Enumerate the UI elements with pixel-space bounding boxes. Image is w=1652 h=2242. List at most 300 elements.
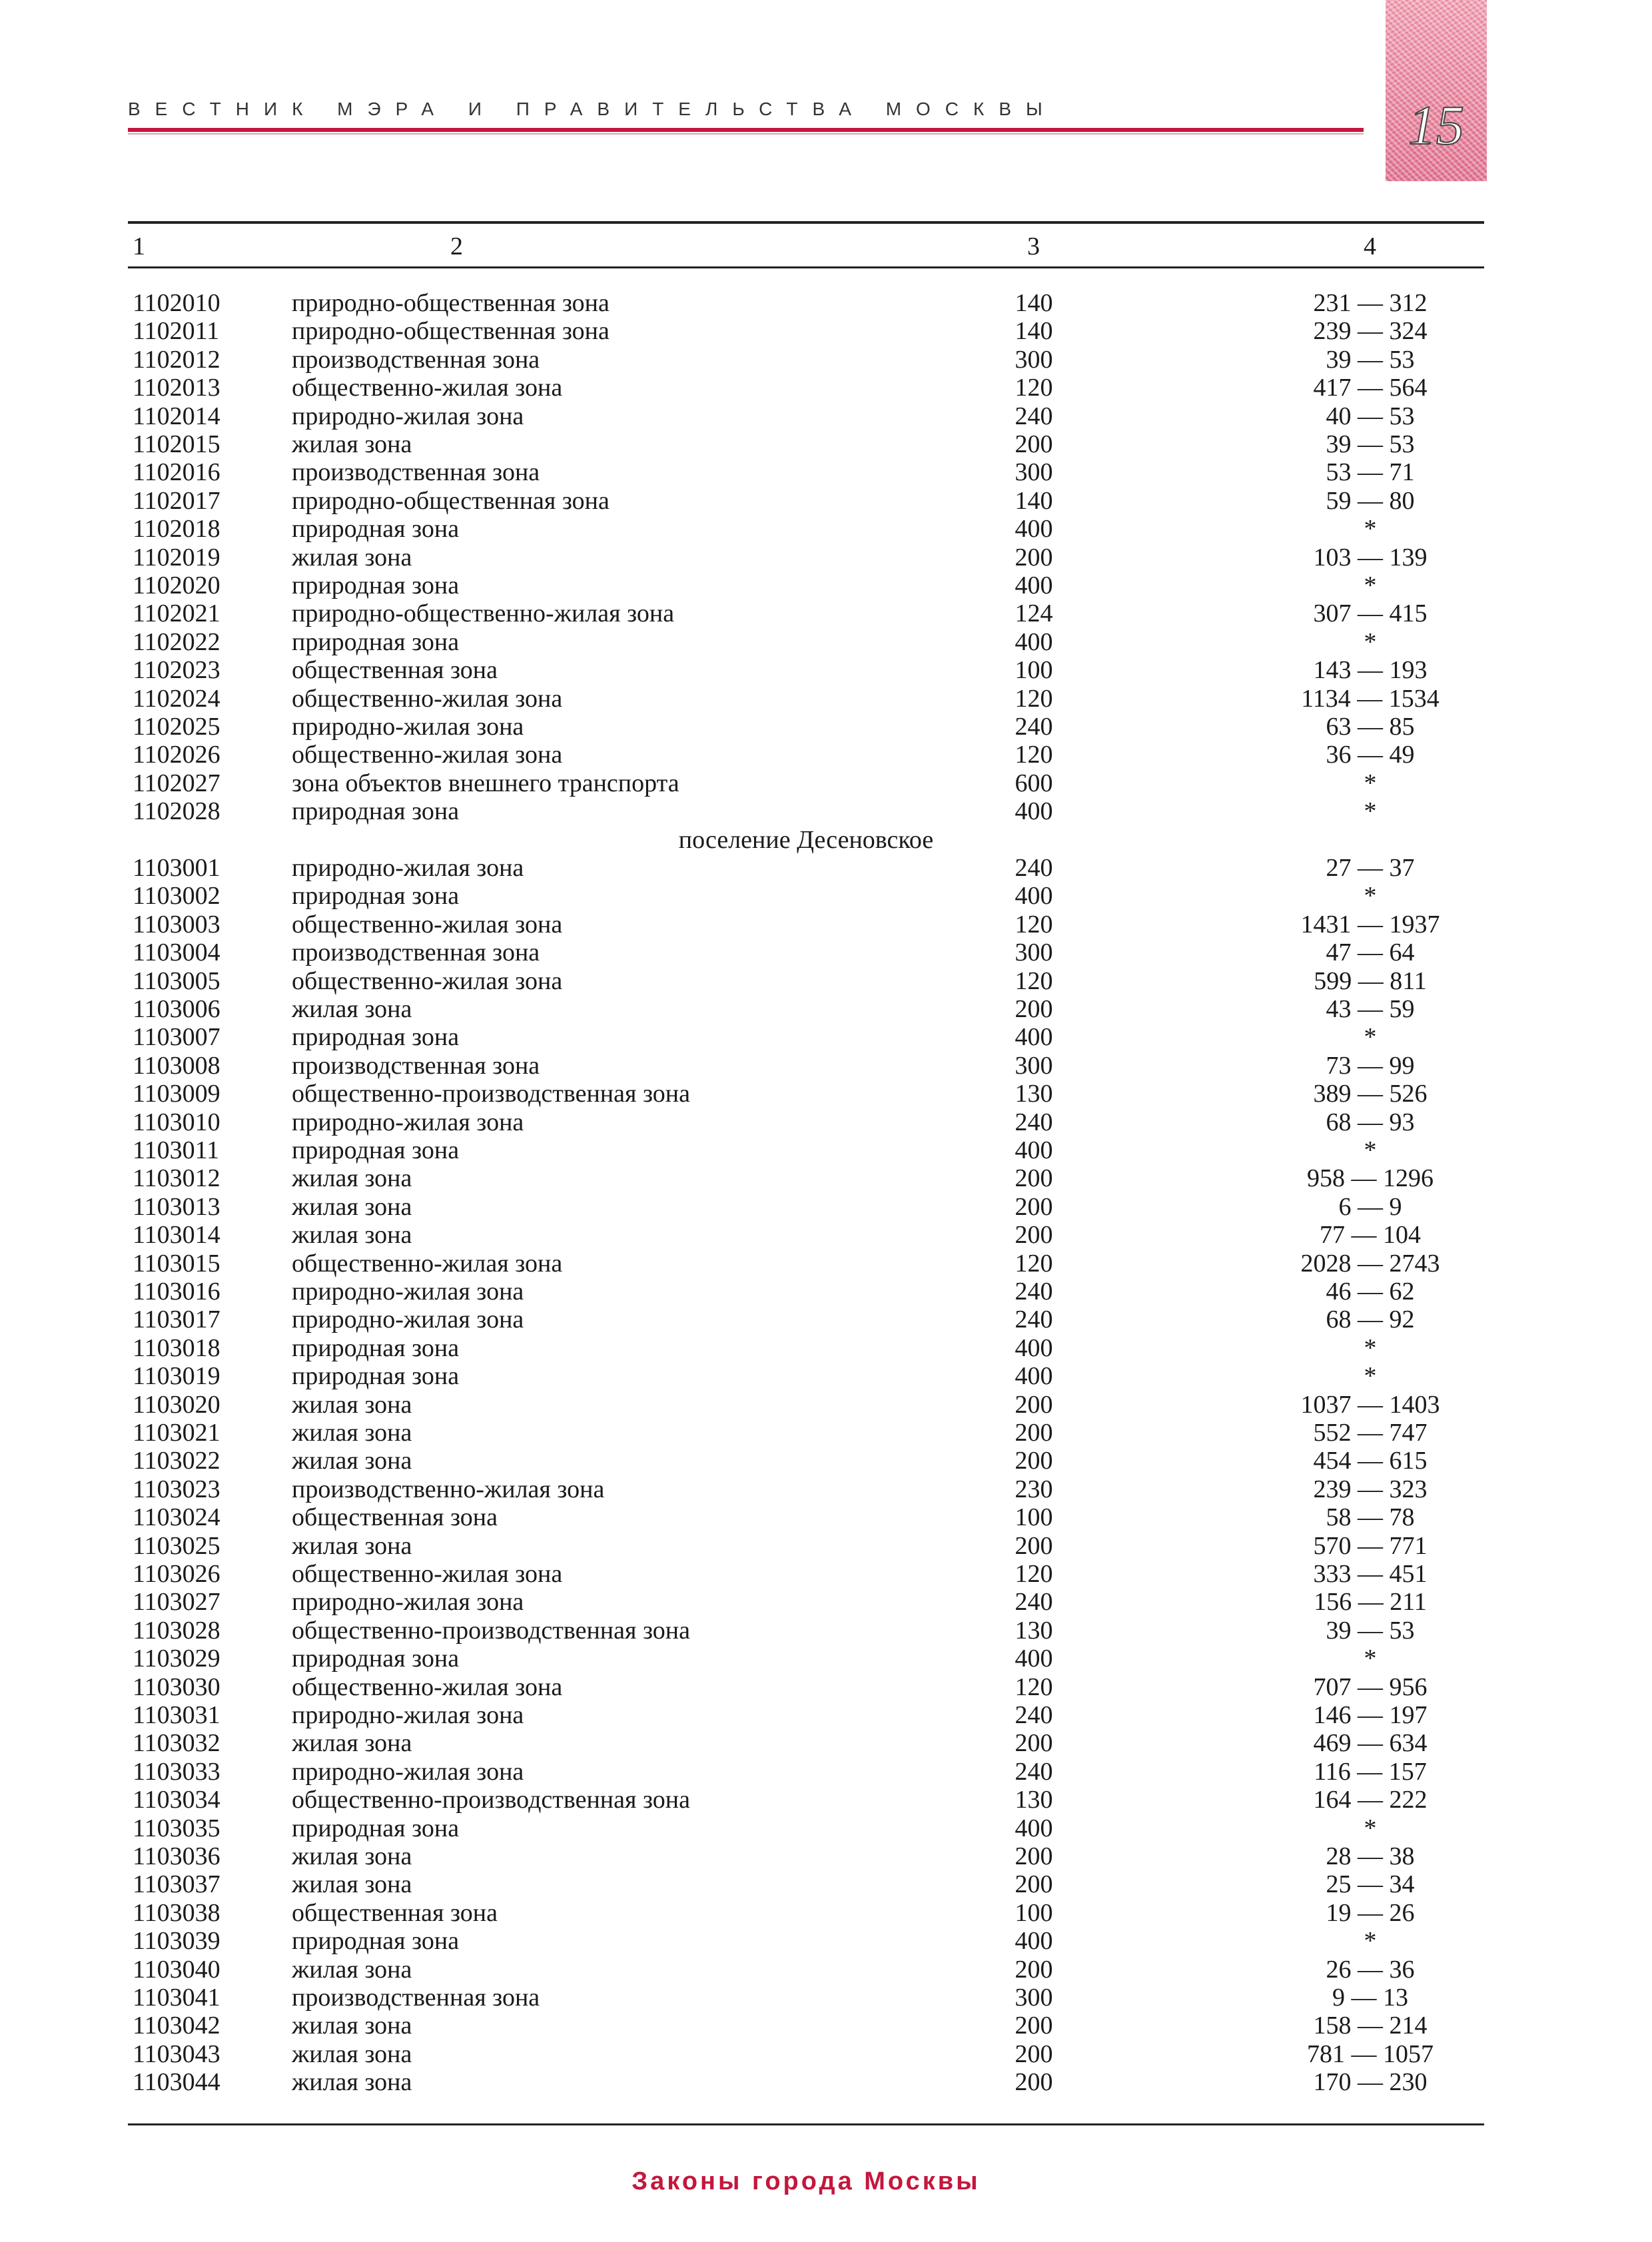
cell-value: 200 [1015,1221,1053,1250]
table-row [0,346,1652,374]
cell-value: 400 [1015,797,1053,826]
table-row [0,1899,1652,1927]
cell-range: 40 — 53 [1326,402,1415,430]
cell-code: 1103020 [133,1390,220,1419]
cell-range: * [1364,1362,1377,1391]
table-row [0,995,1652,1023]
cell-code: 1103016 [133,1278,220,1306]
cell-value: 400 [1015,627,1053,656]
cell-value: 240 [1015,1757,1053,1786]
cell-code: 1103041 [133,1984,220,2012]
cell-zone-type: жилая зона [292,1419,412,1447]
cell-range: * [1364,627,1377,656]
cell-zone-type: природно-жилая зона [292,1757,524,1786]
table-row [0,1250,1652,1278]
cell-value: 240 [1015,713,1053,741]
cell-value: 200 [1015,1447,1053,1475]
table-top-rule [128,221,1484,224]
table-row [0,1786,1652,1814]
cell-range: 156 — 211 [1314,1588,1427,1617]
table-row [0,289,1652,317]
cell-code: 1103030 [133,1673,220,1701]
cell-zone-type: жилая зона [292,430,412,458]
cell-zone-type: общественно-жилая зона [292,741,563,769]
table-row [0,1334,1652,1362]
table-row [0,1023,1652,1051]
cell-code: 1103029 [133,1645,220,1673]
cell-code: 1103005 [133,966,220,995]
cell-code: 1102019 [133,543,220,571]
cell-code: 1103031 [133,1701,220,1729]
cell-value: 120 [1015,1560,1053,1588]
cell-range: 469 — 634 [1313,1729,1428,1758]
cell-zone-type: производственная зона [292,938,540,967]
cell-value: 130 [1015,1616,1053,1645]
cell-code: 1102028 [133,797,220,826]
cell-value: 200 [1015,543,1053,571]
table-row [0,1956,1652,1984]
cell-value: 400 [1015,1814,1053,1842]
table-row [0,599,1652,627]
cell-zone-type: производственная зона [292,458,540,487]
cell-zone-type: жилая зона [292,2040,412,2068]
cell-zone-type: жилая зона [292,1870,412,1899]
table-row [0,1221,1652,1249]
cell-code: 1102017 [133,486,220,515]
table-row [0,1391,1652,1419]
cell-zone-type: общественно-жилая зона [292,910,563,938]
table-row [0,544,1652,571]
cell-value: 400 [1015,1136,1053,1164]
cell-zone-type: общественно-жилая зона [292,1249,563,1278]
cell-range: 570 — 771 [1313,1531,1428,1560]
cell-zone-type: природная зона [292,1645,460,1673]
cell-zone-type: жилая зона [292,1729,412,1758]
cell-value: 200 [1015,430,1053,458]
cell-code: 1103021 [133,1419,220,1447]
cell-value: 400 [1015,882,1053,911]
cell-zone-type: природная зона [292,1333,460,1362]
cell-range: 239 — 323 [1313,1475,1428,1503]
table-row [0,1588,1652,1616]
table-row [0,458,1652,486]
cell-zone-type: жилая зона [292,1192,412,1221]
table-row [0,769,1652,797]
cell-zone-type: жилая зона [292,1955,412,1984]
cell-range: 158 — 214 [1313,2012,1428,2040]
cell-range: 39 — 53 [1326,345,1415,374]
cell-range: 1134 — 1534 [1301,684,1440,713]
cell-range: 454 — 615 [1313,1447,1428,1475]
cell-value: 200 [1015,1192,1053,1221]
cell-zone-type: природная зона [292,797,460,826]
table-row [0,2068,1652,2096]
cell-zone-type: природно-жилая зона [292,1108,524,1136]
cell-code: 1103026 [133,1560,220,1588]
cell-range: 26 — 36 [1326,1955,1415,1984]
cell-code: 1102018 [133,515,220,544]
cell-zone-type: жилая зона [292,2068,412,2097]
table-row [0,1729,1652,1757]
cell-code: 1103012 [133,1164,220,1193]
cell-value: 240 [1015,1278,1053,1306]
cell-value: 300 [1015,458,1053,487]
cell-range: 6 — 9 [1338,1192,1402,1221]
cell-zone-type: природная зона [292,1362,460,1391]
cell-value: 130 [1015,1786,1053,1814]
table-row [0,967,1652,995]
cell-code: 1102027 [133,769,220,797]
cell-code: 1103011 [133,1136,220,1164]
cell-value: 100 [1015,656,1053,685]
cell-code: 1102010 [133,289,220,317]
cell-value: 120 [1015,684,1053,713]
column-header-2: 2 [450,232,463,260]
table-row [0,317,1652,345]
cell-zone-type: жилая зона [292,1390,412,1419]
cell-range: 63 — 85 [1326,713,1415,741]
cell-value: 200 [1015,1419,1053,1447]
cell-zone-type: природная зона [292,1023,460,1052]
cell-range: * [1364,1814,1377,1842]
cell-value: 400 [1015,1023,1053,1052]
cell-code: 1103025 [133,1531,220,1560]
column-header-3: 3 [1027,232,1040,260]
cell-code: 1103003 [133,910,220,938]
cell-value: 240 [1015,1588,1053,1617]
cell-value: 200 [1015,1842,1053,1870]
cell-range: 707 — 956 [1313,1673,1428,1701]
cell-value: 200 [1015,995,1053,1023]
footer-section-title: Законы города Москвы [631,2167,981,2195]
table-row [0,713,1652,741]
cell-code: 1103023 [133,1475,220,1503]
table-row [0,1193,1652,1221]
cell-value: 600 [1015,769,1053,797]
cell-range: 239 — 324 [1313,317,1428,346]
table-row [0,1164,1652,1192]
table-bottom-rule [128,2123,1484,2125]
cell-code: 1102011 [133,317,220,346]
cell-value: 120 [1015,374,1053,402]
cell-code: 1103004 [133,938,220,967]
cell-range: 77 — 104 [1320,1221,1421,1250]
cell-code: 1103009 [133,1080,220,1108]
cell-zone-type: общественная зона [292,656,498,685]
table-row [0,1136,1652,1164]
cell-value: 230 [1015,1475,1053,1503]
cell-value: 120 [1015,1673,1053,1701]
section-heading: поселение Десеновское [678,825,934,854]
header-rule-secondary [128,133,1364,135]
cell-code: 1102020 [133,571,220,599]
cell-range: 1037 — 1403 [1300,1390,1440,1419]
cell-range: * [1364,515,1377,544]
cell-code: 1102013 [133,374,220,402]
cell-zone-type: жилая зона [292,1447,412,1475]
table-row [0,882,1652,910]
cell-value: 140 [1015,486,1053,515]
cell-code: 1103008 [133,1051,220,1080]
cell-range: 68 — 92 [1326,1306,1415,1334]
cell-zone-type: общественная зона [292,1898,498,1927]
table-header-rule [128,266,1484,268]
cell-zone-type: производственная зона [292,345,540,374]
cell-zone-type: природная зона [292,882,460,911]
cell-value: 400 [1015,1645,1053,1673]
cell-value: 400 [1015,1333,1053,1362]
cell-range: 2028 — 2743 [1300,1249,1440,1278]
cell-zone-type: общественно-жилая зона [292,1560,563,1588]
cell-range: 53 — 71 [1326,458,1415,487]
cell-zone-type: жилая зона [292,1842,412,1870]
cell-value: 130 [1015,1080,1053,1108]
table-row [0,1984,1652,2012]
cell-value: 200 [1015,2040,1053,2068]
cell-value: 240 [1015,1108,1053,1136]
cell-range: 1431 — 1937 [1300,910,1440,938]
cell-zone-type: жилая зона [292,995,412,1023]
table-row [0,1278,1652,1306]
table-row [0,1927,1652,1955]
cell-code: 1103022 [133,1447,220,1475]
cell-code: 1103017 [133,1306,220,1334]
cell-code: 1103042 [133,2012,220,2040]
table-row [0,374,1652,402]
cell-range: 307 — 415 [1313,599,1428,628]
cell-code: 1103024 [133,1503,220,1532]
cell-value: 100 [1015,1503,1053,1532]
cell-value: 400 [1015,1362,1053,1391]
table-row [0,1080,1652,1108]
cell-zone-type: природно-жилая зона [292,402,524,430]
cell-range: 43 — 59 [1326,995,1415,1023]
cell-code: 1102016 [133,458,220,487]
cell-value: 300 [1015,345,1053,374]
cell-zone-type: природная зона [292,1927,460,1956]
table-row [0,1052,1652,1080]
cell-code: 1103007 [133,1023,220,1052]
cell-range: * [1364,797,1377,826]
cell-value: 120 [1015,1249,1053,1278]
cell-code: 1103036 [133,1842,220,1870]
cell-range: 73 — 99 [1326,1051,1415,1080]
cell-value: 200 [1015,1531,1053,1560]
cell-range: 146 — 197 [1313,1701,1428,1729]
cell-range: * [1364,571,1377,599]
table-row [0,430,1652,458]
table-row [0,1532,1652,1560]
cell-value: 200 [1015,2068,1053,2097]
cell-zone-type: общественно-жилая зона [292,1673,563,1701]
cell-code: 1103019 [133,1362,220,1391]
cell-range: 39 — 53 [1326,1616,1415,1645]
cell-value: 300 [1015,938,1053,967]
table-row [0,402,1652,430]
cell-code: 1103044 [133,2068,220,2097]
cell-range: * [1364,1645,1377,1673]
cell-code: 1103015 [133,1249,220,1278]
cell-code: 1103028 [133,1616,220,1645]
cell-code: 1103043 [133,2040,220,2068]
cell-range: 68 — 93 [1326,1108,1415,1136]
table-row [0,1447,1652,1475]
cell-range: 552 — 747 [1313,1419,1428,1447]
cell-zone-type: жилая зона [292,1221,412,1250]
cell-range: 47 — 64 [1326,938,1415,967]
cell-code: 1102024 [133,684,220,713]
cell-value: 240 [1015,854,1053,882]
cell-value: 140 [1015,317,1053,346]
cell-zone-type: общественно-жилая зона [292,374,563,402]
cell-zone-type: природно-общественно-жилая зона [292,599,675,628]
cell-value: 120 [1015,741,1053,769]
cell-code: 1103013 [133,1192,220,1221]
cell-value: 120 [1015,966,1053,995]
table-row [0,1475,1652,1503]
table-row [0,1419,1652,1447]
cell-zone-type: природная зона [292,571,460,599]
table-row [0,571,1652,599]
cell-zone-type: общественно-жилая зона [292,684,563,713]
cell-zone-type: общественно-производственная зона [292,1080,690,1108]
table-row [0,938,1652,966]
cell-range: * [1364,769,1377,797]
table-row [0,1701,1652,1729]
cell-zone-type: общественно-жилая зона [292,966,563,995]
table-row [0,2040,1652,2068]
cell-range: * [1364,1136,1377,1164]
cell-range: 9 — 13 [1332,1984,1408,2012]
cell-range: 28 — 38 [1326,1842,1415,1870]
table-row [0,1362,1652,1390]
cell-code: 1103032 [133,1729,220,1758]
table-row [0,685,1652,713]
cell-zone-type: природная зона [292,627,460,656]
cell-code: 1103002 [133,882,220,911]
column-header-4: 4 [1364,232,1376,260]
table-row [0,1503,1652,1531]
cell-range: 25 — 34 [1326,1870,1415,1899]
cell-range: 417 — 564 [1313,374,1428,402]
cell-value: 240 [1015,402,1053,430]
cell-code: 1102021 [133,599,220,628]
cell-range: 781 — 1057 [1307,2040,1434,2068]
table-row [0,797,1652,825]
cell-zone-type: производственная зона [292,1051,540,1080]
cell-zone-type: производственная зона [292,1984,540,2012]
cell-code: 1103034 [133,1786,220,1814]
table-row [0,1870,1652,1898]
cell-value: 124 [1015,599,1053,628]
cell-zone-type: жилая зона [292,1531,412,1560]
cell-range: 389 — 526 [1313,1080,1428,1108]
cell-zone-type: природная зона [292,515,460,544]
cell-range: 958 — 1296 [1307,1164,1434,1193]
cell-range: 46 — 62 [1326,1278,1415,1306]
cell-code: 1103010 [133,1108,220,1136]
cell-value: 200 [1015,1729,1053,1758]
table-row [0,1560,1652,1588]
cell-value: 200 [1015,1955,1053,1984]
cell-code: 1103035 [133,1814,220,1842]
cell-range: 164 — 222 [1313,1786,1428,1814]
cell-zone-type: жилая зона [292,2012,412,2040]
cell-value: 400 [1015,515,1053,544]
cell-range: 143 — 193 [1313,656,1428,685]
cell-zone-type: жилая зона [292,1164,412,1193]
table-row [0,1842,1652,1870]
cell-value: 100 [1015,1898,1053,1927]
cell-range: * [1364,1927,1377,1956]
table-row [0,2012,1652,2040]
table-row [0,741,1652,769]
cell-code: 1103037 [133,1870,220,1899]
cell-zone-type: природная зона [292,1814,460,1842]
cell-code: 1103039 [133,1927,220,1956]
cell-zone-type: природно-жилая зона [292,1588,524,1617]
cell-zone-type: природно-общественная зона [292,289,610,317]
page-number: 15 [1408,95,1464,157]
table-row [0,487,1652,515]
cell-zone-type: зона объектов внешнего транспорта [292,769,679,797]
cell-value: 400 [1015,1927,1053,1956]
cell-value: 120 [1015,910,1053,938]
cell-range: * [1364,1023,1377,1052]
cell-zone-type: природно-общественная зона [292,486,610,515]
cell-zone-type: природно-жилая зона [292,713,524,741]
cell-value: 200 [1015,1870,1053,1899]
table-row [0,1758,1652,1786]
table-row [0,1814,1652,1842]
cell-value: 300 [1015,1051,1053,1080]
cell-zone-type: природно-жилая зона [292,1701,524,1729]
cell-code: 1103018 [133,1333,220,1362]
table-row [0,1645,1652,1673]
journal-title: ВЕСТНИК МЭРА И ПРАВИТЕЛЬСТВА МОСКВЫ [128,99,1057,119]
table-row [0,1306,1652,1333]
cell-value: 200 [1015,2012,1053,2040]
cell-zone-type: природно-жилая зона [292,1306,524,1334]
column-header-1: 1 [133,232,145,260]
cell-zone-type: природно-жилая зона [292,1278,524,1306]
table-row [0,1108,1652,1136]
cell-zone-type: общественно-производственная зона [292,1616,690,1645]
cell-range: 333 — 451 [1313,1560,1428,1588]
cell-range: 36 — 49 [1326,741,1415,769]
cell-zone-type: общественно-производственная зона [292,1786,690,1814]
cell-code: 1102012 [133,345,220,374]
table-row [0,911,1652,938]
cell-range: 39 — 53 [1326,430,1415,458]
cell-range: 19 — 26 [1326,1898,1415,1927]
cell-code: 1102026 [133,741,220,769]
table-row [0,854,1652,882]
cell-zone-type: общественная зона [292,1503,498,1532]
cell-code: 1103006 [133,995,220,1023]
page-number-badge [1386,0,1487,181]
cell-code: 1102023 [133,656,220,685]
cell-code: 1103038 [133,1898,220,1927]
cell-value: 300 [1015,1984,1053,2012]
table-row [0,515,1652,543]
cell-range: 599 — 811 [1314,966,1427,995]
table-row [0,628,1652,656]
cell-code: 1103014 [133,1221,220,1250]
cell-value: 400 [1015,571,1053,599]
cell-code: 1103027 [133,1588,220,1617]
cell-range: 231 — 312 [1313,289,1428,317]
